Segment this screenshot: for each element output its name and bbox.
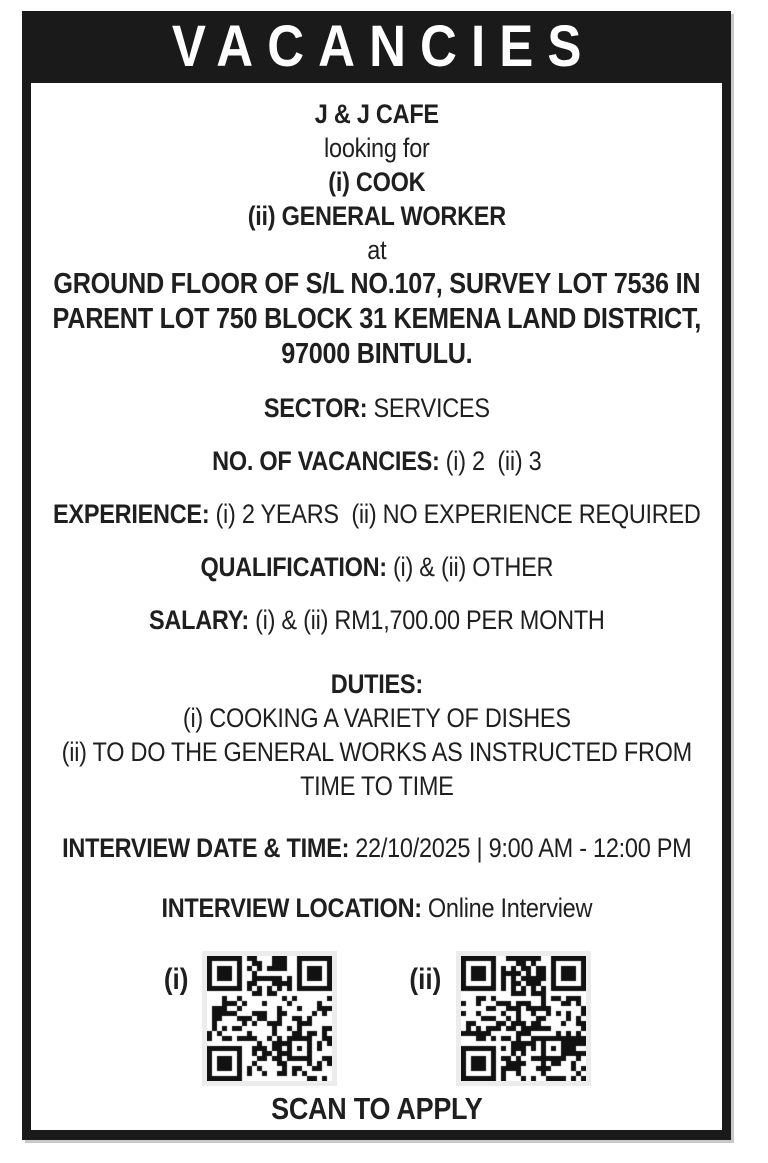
position-item-1: (i) COOK: [327, 167, 426, 197]
duties-heading: DUTIES:: [330, 669, 423, 699]
vacancies-value: (i) 2 (ii) 3: [445, 446, 542, 476]
address-line: 97000 BINTULU.: [280, 338, 473, 370]
experience-label: EXPERIENCE:: [52, 499, 210, 529]
at-text: at: [366, 235, 387, 265]
experience-value: (i) 2 YEARS (ii) NO EXPERIENCE REQUIRED: [215, 499, 701, 529]
field-row-vacancies: [41, 444, 712, 478]
sector-value: SERVICES: [373, 393, 490, 423]
qr-pair-1: [162, 951, 337, 1086]
scan-to-apply-caption: SCAN TO APPLY: [270, 1091, 483, 1126]
duty-item-2-line-1: (ii) TO DO THE GENERAL WORKS AS INSTRUCTED FROM: [61, 737, 692, 767]
qualification-value: (i) & (ii) OTHER: [392, 552, 553, 582]
field-row-experience: [41, 497, 712, 531]
field-row-qualification: [41, 550, 712, 584]
qr-pair-2: [407, 951, 591, 1086]
qr-label-2: (ii): [409, 963, 442, 996]
advert-body: [31, 83, 722, 1128]
position-item-2: (ii) GENERAL WORKER: [247, 201, 506, 231]
address-line: PARENT LOT 750 BLOCK 31 KEMENA LAND DISTRICT,: [52, 303, 701, 335]
interview-location-row: [41, 891, 712, 925]
interview-datetime-label: INTERVIEW DATE & TIME:: [61, 833, 349, 863]
duty-item-1: (i) COOKING A VARIETY OF DISHES: [182, 703, 571, 733]
interview-datetime-row: [41, 831, 712, 865]
qualification-label: QUALIFICATION:: [200, 552, 387, 582]
address-line: GROUND FLOOR OF S/L NO.107, SURVEY LOT 7536 IN: [53, 268, 700, 300]
qr-code-1: [202, 951, 337, 1086]
vacancies-label: NO. OF VACANCIES:: [211, 446, 440, 476]
salary-label: SALARY:: [148, 605, 249, 635]
salary-value: (i) & (ii) RM1,700.00 PER MONTH: [254, 605, 605, 635]
interview-location-label: INTERVIEW LOCATION:: [161, 893, 422, 923]
address-block: [41, 267, 712, 372]
intro-text: looking for: [323, 133, 430, 163]
qr-code-2: [456, 951, 591, 1086]
interview-location-value: Online Interview: [427, 893, 592, 923]
field-row-salary: [41, 603, 712, 637]
qr-code-row: [41, 951, 712, 1086]
qr-label-1: (i): [163, 963, 189, 996]
duty-item-2-line-2: TIME TO TIME: [299, 771, 454, 801]
vacancies-banner: [22, 11, 731, 83]
banner-title: VACANCIES: [171, 14, 596, 79]
company-name: J & J CAFE: [314, 99, 439, 129]
interview-datetime-value: 22/10/2025 | 9:00 AM - 12:00 PM: [354, 833, 692, 863]
field-row-sector: [41, 391, 712, 425]
advert-frame: [22, 11, 731, 1140]
sector-label: SECTOR:: [263, 393, 368, 423]
